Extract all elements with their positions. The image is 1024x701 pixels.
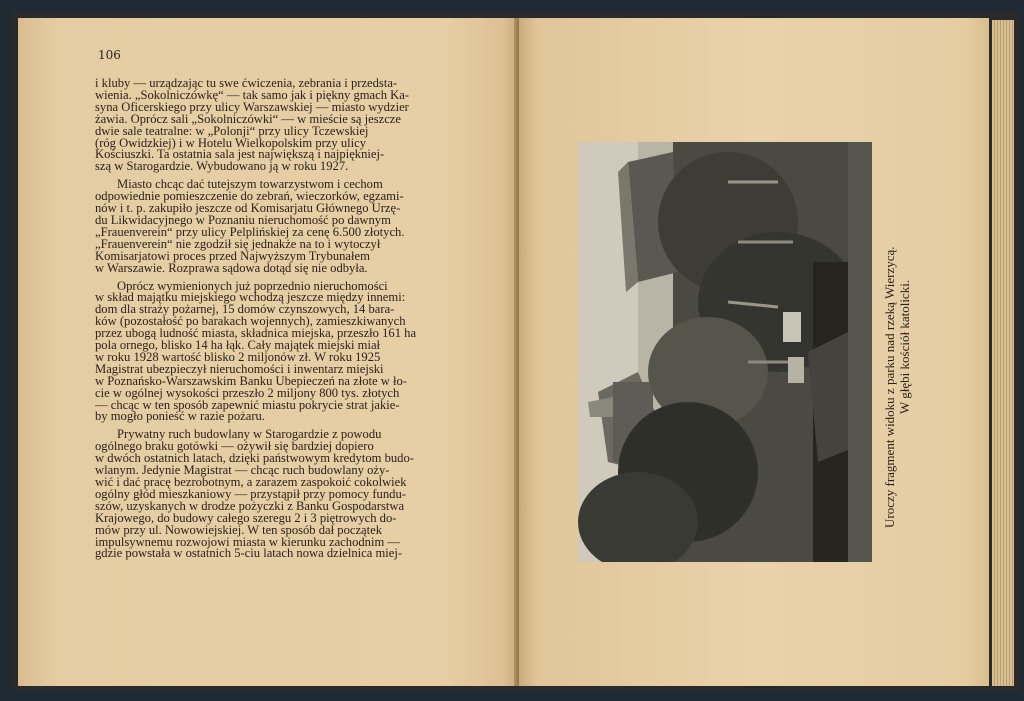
text-line: Kościuszki. Ta ostatnia sala jest największą i najpiękniej- — [95, 147, 385, 162]
text-line: Magistrat ubezpieczył nieruchomości i inwentarz miejski — [95, 361, 384, 376]
page-number: 106 — [98, 48, 121, 62]
text-line: (róg Owidzkiej) i w Hotelu Wielkopolskim przy ulicy — [95, 135, 367, 150]
photo-caption — [882, 247, 912, 529]
text-line: „Frauenverein“ nie zgodził się jednakże na to i wytoczył — [95, 236, 381, 251]
text-line: żawia. Oprócz sali „Sokolniczówki“ — w mieście są jeszcze — [95, 111, 401, 126]
text-line: Miasto chcąc dać tutejszym towarzystwom i cechom — [117, 177, 383, 192]
text-line: wlanym. Jedynie Magistrat — chcąc ruch budowlany oży- — [95, 463, 390, 478]
text-line: du Likwidacyjnego w Poznaniu nieruchomość po dawnym — [95, 212, 391, 227]
text-line: dom dla straży pożarnej, 15 domów czynszowych, 14 bara- — [95, 302, 395, 317]
text-line: Prywatny ruch budowlany w Starogardzie z powodu — [117, 427, 382, 442]
text-line: szą w Starogardzie. Wybudowano ją w roku 1927. — [95, 159, 349, 174]
text-line: w skład majątku miejskiego wchodzą jeszcze między innemi: — [95, 290, 406, 305]
paragraph — [95, 429, 495, 560]
text-line: mów przy ul. Nowowiejskiej. W ten sposób dał początek — [95, 522, 383, 537]
text-line: syna Oficerskiego przy ulicy Warszawskiej — miasto wydzier — [95, 99, 409, 114]
left-page — [18, 18, 518, 686]
text-line: w Warszawie. Rozprawa sądowa dotąd się nie odbyła. — [95, 260, 368, 275]
text-line: odpowiednie pomieszczenie do zebrań, wieczorków, egzami- — [95, 189, 404, 204]
text-line: przez ubogą ludność miasta, składnica miejska, przeszło 161 ha — [95, 326, 417, 341]
text-line: Komisarjatowi proces przed Najwyższym Trybunałem — [95, 248, 370, 263]
paragraph — [95, 278, 495, 424]
text-line: — chcąc w ten sposób zapewnić miastu pokrycie strat jakie- — [95, 397, 400, 412]
text-line: ogólnego braku gotówki — ożywił się bardziej dopiero — [95, 439, 374, 454]
text-line: dwie sale teatralne: w „Polonji“ przy ulicy Tczewskiej — [95, 123, 369, 138]
text-line: ków (pozostałość po barakach wojennych), zamieszkiwanych — [95, 314, 406, 329]
paragraph — [95, 179, 495, 274]
text-line: wienia. „Sokolniczówkę“ — tak samo jak i piękny gmach Ka- — [95, 87, 410, 102]
text-line: Krajowego, do budowy całego szeregu 2 i 3 piętrowych do- — [95, 510, 397, 525]
text-line: wić i dać pracę bezrobotnym, a zarazem zaspokoić cokolwiek — [95, 475, 407, 489]
text-line: i kluby — urządzając tu swe ćwiczenia, zebrania i przedsta- — [95, 76, 398, 90]
text-line: w dwóch ostatnich latach, dzięki państwowym kredytom budo- — [95, 451, 414, 466]
text-line: impulsywnemu rozwojowi miasta w kierunku zachodnim — — [95, 534, 400, 549]
text-line: nów i t. p. zakupiło jeszcze od Komisarjatu Głównego Urzę- — [95, 201, 401, 216]
paragraph — [95, 78, 495, 173]
text-line: pola ornego, blisko 14 ha łąk. Cały majątek miejski miał — [95, 338, 381, 353]
text-line: by mogło ponieść w razie pożaru. — [95, 409, 265, 424]
text-line: „Frauenverein“ przy ulicy Pelplińskiej za cenę 6.500 złotych. — [95, 224, 405, 239]
park-photograph — [578, 142, 872, 562]
caption-line-1: Uroczy fragment widoku z parku nad rzeką Wierzycą. — [882, 246, 897, 528]
body-text — [95, 78, 495, 566]
text-line: w roku 1928 wartość blisko 2 miljonów zł. W roku 1925 — [95, 349, 381, 364]
page-edges — [992, 20, 1014, 686]
text-line: w Poznańsko-Warszawskim Banku Ubepieczeń na złote w ło- — [95, 373, 407, 388]
text-line: cie w ogólnej wysokości przeszło 2 miljony 800 tys. złotych — [95, 385, 400, 400]
text-line: gdzie powstała w ostatnich 5-ciu latach nowa dzielnica miej- — [95, 546, 403, 561]
photo-illustration — [578, 142, 872, 562]
text-line: Oprócz wymienionych już poprzednio nieruchomości — [117, 278, 388, 293]
text-line: szów, uzyskanych w drodze pożyczki z Banku Gospodarstwa — [95, 498, 405, 513]
text-line: ogólny głód mieszkaniowy — przystąpił przy pomocy fundu- — [95, 486, 406, 501]
caption-line-2: W głębi kościół katolicki. — [897, 279, 912, 414]
